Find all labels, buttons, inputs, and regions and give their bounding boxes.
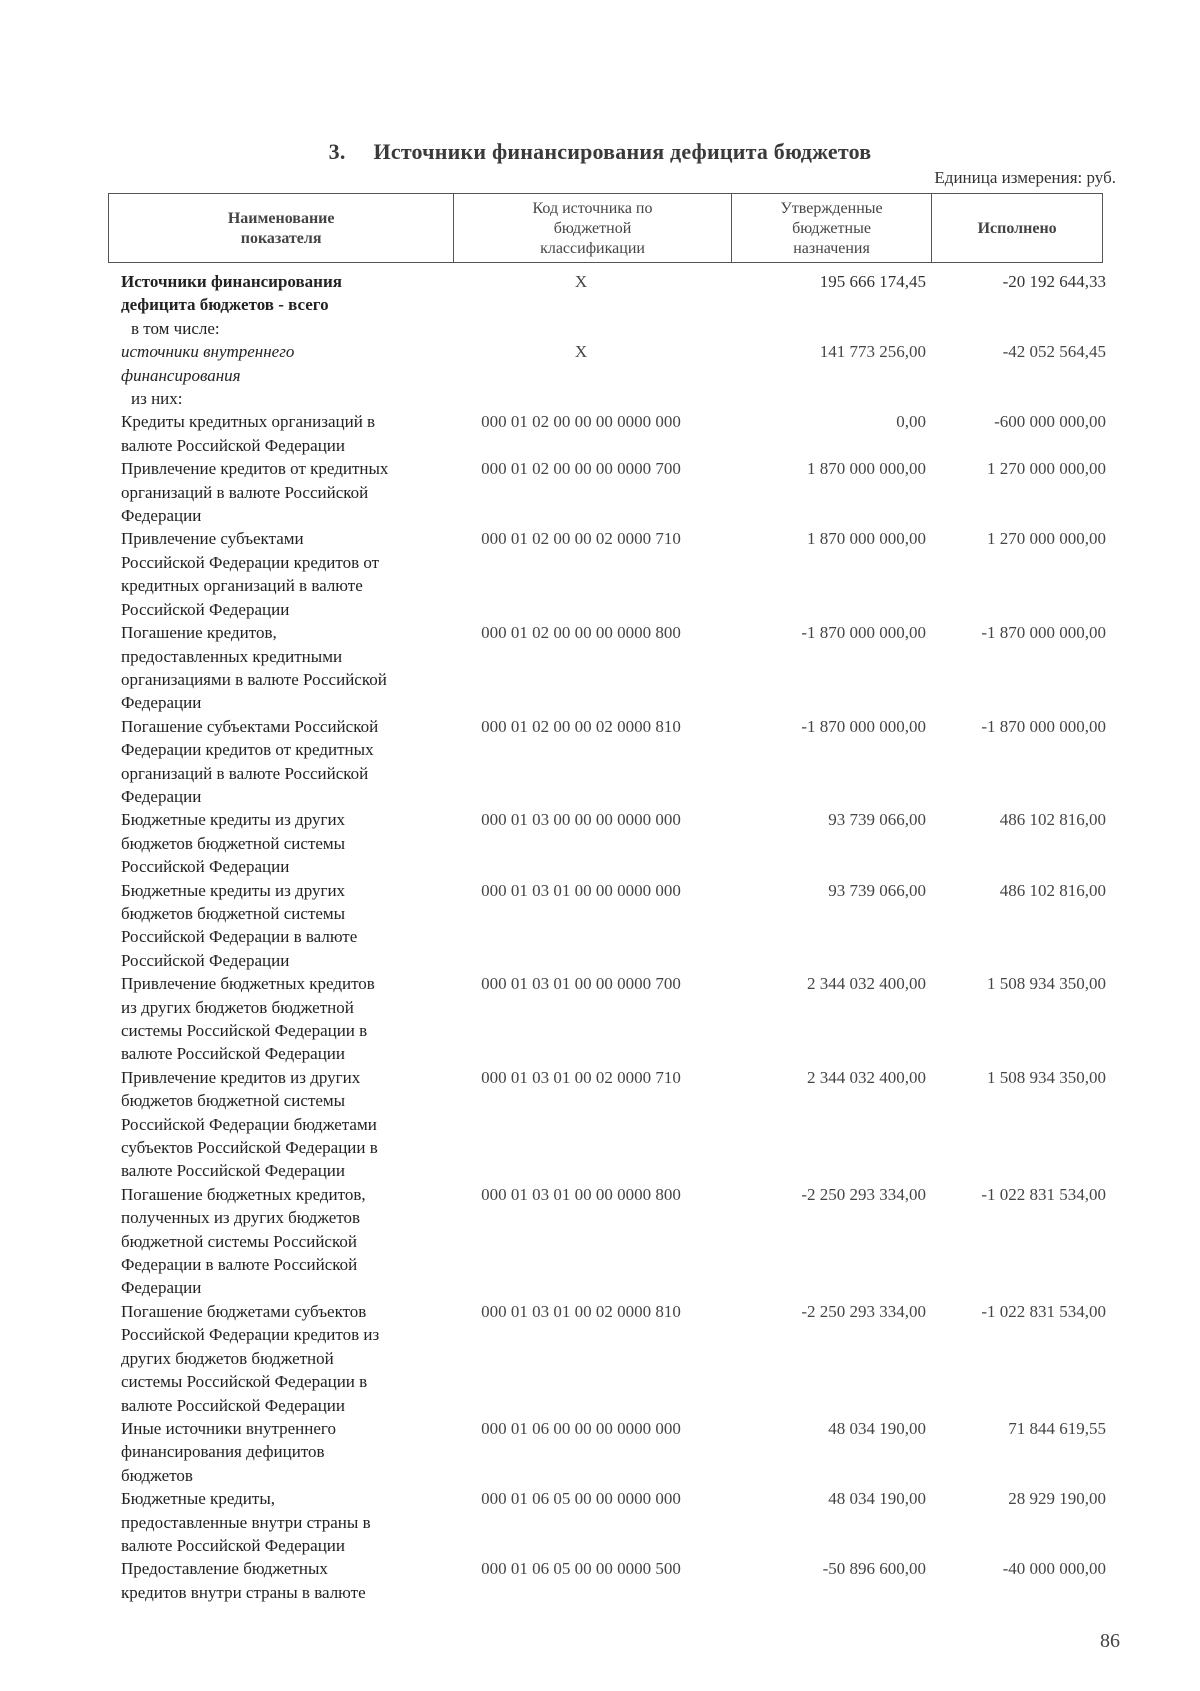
page-number: 86 — [1100, 1630, 1120, 1652]
table-row — [121, 1183, 1106, 1300]
row-name: Привлечение бюджетных кредитов из других бюджетов бюджетной системы Российской Федерации в валюте Российской Федерации — [121, 974, 375, 1064]
row-executed: -1 870 000 000,00 — [981, 623, 1106, 643]
column-header-executed: Исполнено — [977, 220, 1057, 237]
section-title — [0, 139, 1200, 165]
row-name: Погашение субъектами Российской Федерации кредитов от кредитных организаций в валюте Российской Федерации — [121, 716, 379, 806]
table-row — [121, 879, 1106, 973]
row-executed: -40 000 000,00 — [1002, 1559, 1106, 1579]
row-executed: 28 929 190,00 — [1008, 1489, 1106, 1509]
row-executed: -1 022 831 534,00 — [981, 1301, 1106, 1321]
row-code: X — [574, 342, 588, 362]
row-name: Иные источники внутреннего финансирования дефицитов бюджетов — [121, 1418, 336, 1485]
table-row — [121, 410, 1106, 457]
row-executed: 486 102 816,00 — [999, 810, 1106, 830]
table-row — [121, 1066, 1106, 1183]
row-approved: 93 739 066,00 — [828, 810, 926, 830]
row-name: Источники финансирования дефицита бюджетов - всего — [121, 272, 342, 315]
row-executed — [928, 387, 1106, 410]
column-header-approved: Утвержденные бюджетные назначения — [732, 194, 933, 262]
row-approved — [705, 387, 928, 410]
row-name: в том числе: — [131, 318, 220, 338]
table-row — [121, 340, 1106, 387]
column-header-name: Наименование показателя — [109, 194, 454, 262]
row-code: 000 01 06 00 00 00 0000 000 — [481, 1418, 681, 1438]
row-code: 000 01 02 00 00 02 0000 810 — [481, 716, 681, 736]
table-row — [121, 808, 1106, 878]
row-code: 000 01 03 01 00 00 0000 700 — [481, 974, 681, 994]
row-executed: -600 000 000,00 — [994, 412, 1106, 432]
table-row — [121, 621, 1106, 715]
row-name: Погашение бюджетами субъектов Российской Федерации кредитов из других бюджетов бюджетной системы Российской Федерации в валюте Российской Федерации — [121, 1301, 380, 1415]
row-code: 000 01 02 00 00 00 0000 000 — [481, 412, 681, 432]
column-header-code: Код источника по бюджетной классификации — [454, 194, 731, 262]
row-executed: 71 844 619,55 — [1008, 1418, 1106, 1438]
row-name: Бюджетные кредиты из других бюджетов бюджетной системы Российской Федерации в валюте Российской Федерации — [121, 880, 358, 970]
section-title-text: Источники финансирования дефицита бюджетов — [373, 139, 872, 164]
table-header — [108, 193, 1103, 263]
row-code: 000 01 03 01 00 00 0000 000 — [481, 880, 681, 900]
row-code: 000 01 03 00 00 00 0000 000 — [481, 810, 681, 830]
unit-label: Единица измерения: руб. — [934, 168, 1116, 187]
row-executed: 486 102 816,00 — [999, 880, 1106, 900]
row-approved: 1 870 000 000,00 — [807, 529, 926, 549]
row-name: Привлечение субъектами Российской Федерации кредитов от кредитных организаций в валюте Российской Федерации — [121, 529, 380, 619]
row-code: 000 01 02 00 00 02 0000 710 — [481, 529, 681, 549]
row-code: 000 01 06 05 00 00 0000 500 — [481, 1559, 681, 1579]
row-approved: 93 739 066,00 — [828, 880, 926, 900]
row-approved: 0,00 — [896, 412, 926, 432]
row-executed: -1 870 000 000,00 — [981, 716, 1106, 736]
table-row — [121, 1557, 1106, 1604]
row-name: Бюджетные кредиты, предоставленные внутри страны в валюте Российской Федерации — [121, 1489, 371, 1555]
row-code: 000 01 06 05 00 00 0000 000 — [481, 1489, 681, 1509]
row-code: 000 01 03 01 00 00 0000 800 — [481, 1184, 681, 1204]
row-approved: -2 250 293 334,00 — [801, 1184, 926, 1204]
row-approved: 141 773 256,00 — [819, 342, 926, 362]
table-row — [121, 972, 1106, 1066]
row-executed: -20 192 644,33 — [1002, 272, 1106, 291]
row-approved: -1 870 000 000,00 — [801, 623, 926, 643]
row-code — [468, 317, 706, 340]
row-executed: 1 270 000 000,00 — [987, 529, 1106, 549]
section-number: 3. — [328, 139, 346, 164]
row-approved: 1 870 000 000,00 — [807, 459, 926, 479]
table-row — [121, 387, 1106, 410]
row-approved: 195 666 174,45 — [819, 272, 926, 291]
row-executed: -42 052 564,45 — [1002, 342, 1106, 362]
row-code: 000 01 02 00 00 00 0000 700 — [481, 459, 681, 479]
row-name: из них: — [131, 389, 183, 409]
row-code: 000 01 03 01 00 02 0000 710 — [481, 1067, 681, 1087]
row-code: X — [574, 272, 588, 291]
table-row — [121, 317, 1106, 340]
row-approved: -1 870 000 000,00 — [801, 716, 926, 736]
row-executed: 1 270 000 000,00 — [987, 459, 1106, 479]
row-name: Привлечение кредитов из других бюджетов бюджетной системы Российской Федерации бюджетами субъектов Российской Федерации в валюте Российской Федерации — [121, 1067, 378, 1181]
table-body — [121, 270, 1106, 1604]
row-approved: 2 344 032 400,00 — [807, 1067, 926, 1087]
row-code: 000 01 03 01 00 02 0000 810 — [481, 1301, 681, 1321]
row-approved: 48 034 190,00 — [828, 1489, 926, 1509]
row-name: источники внутреннего финансирования — [121, 342, 295, 385]
row-executed: 1 508 934 350,00 — [987, 1067, 1106, 1087]
row-approved: 2 344 032 400,00 — [807, 974, 926, 994]
row-name: Бюджетные кредиты из других бюджетов бюджетной системы Российской Федерации — [121, 810, 346, 877]
table-row — [121, 715, 1106, 809]
table-row — [121, 1487, 1106, 1557]
row-name: Кредиты кредитных организаций в валюте Российской Федерации — [121, 412, 376, 455]
row-approved: -50 896 600,00 — [822, 1559, 926, 1579]
row-code: 000 01 02 00 00 00 0000 800 — [481, 623, 681, 643]
row-executed — [928, 317, 1106, 340]
table-row — [121, 527, 1106, 621]
row-approved — [705, 317, 928, 340]
row-name: Погашение бюджетных кредитов, полученных из других бюджетов бюджетной системы Российской Федерации в валюте Российской Федерации — [121, 1184, 366, 1298]
table-row — [121, 270, 1106, 317]
table-row — [121, 457, 1106, 527]
row-name: Погашение кредитов, предоставленных кредитными организациями в валюте Российской Федерации — [121, 623, 387, 713]
row-approved: 48 034 190,00 — [828, 1418, 926, 1438]
row-code — [468, 387, 706, 410]
row-executed: -1 022 831 534,00 — [981, 1184, 1106, 1204]
row-name: Привлечение кредитов от кредитных организаций в валюте Российской Федерации — [121, 459, 389, 526]
row-name: Предоставление бюджетных кредитов внутри страны в валюте — [121, 1559, 366, 1602]
row-executed: 1 508 934 350,00 — [987, 974, 1106, 994]
table-row — [121, 1417, 1106, 1487]
table-row — [121, 1300, 1106, 1417]
row-approved: -2 250 293 334,00 — [801, 1301, 926, 1321]
